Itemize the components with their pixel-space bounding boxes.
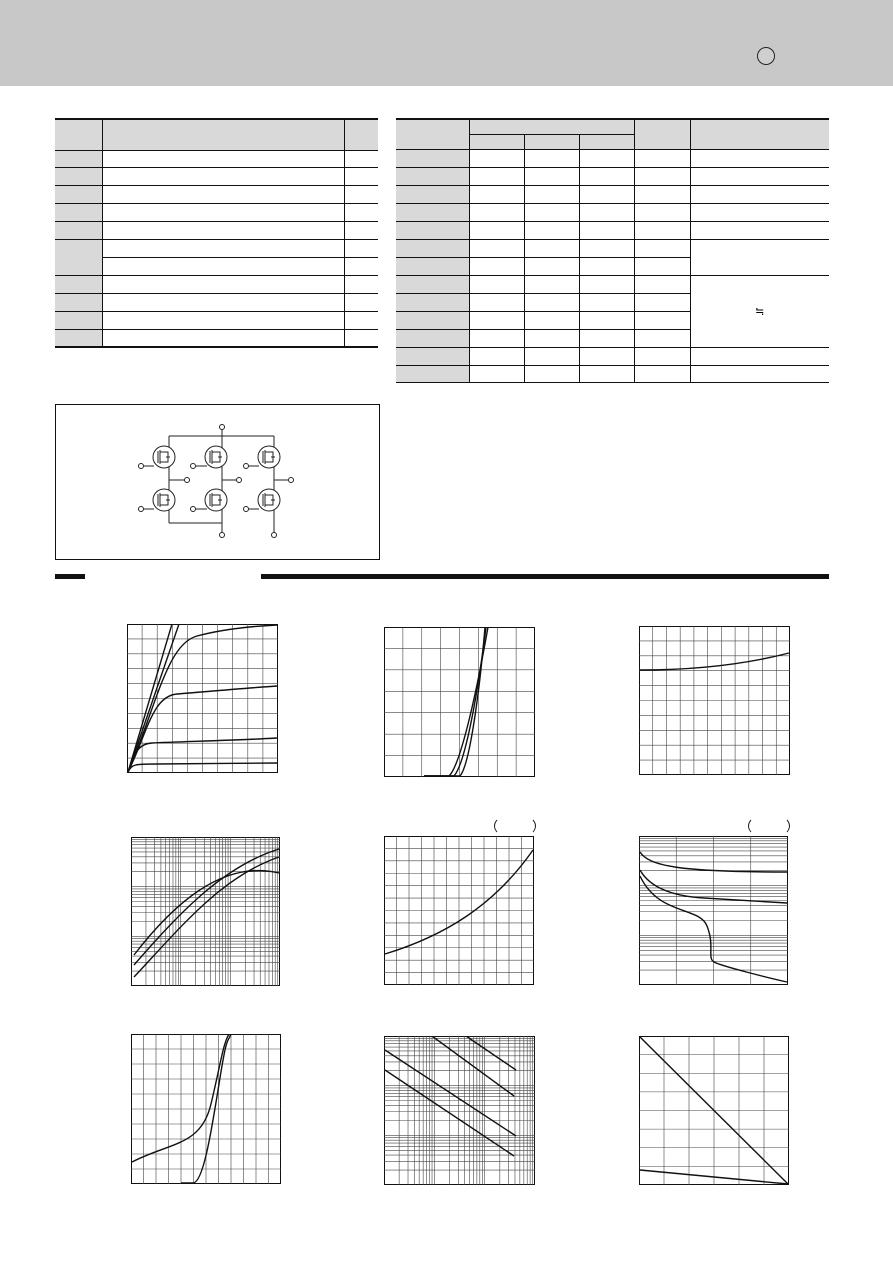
on-resistance-temperature-graph bbox=[384, 836, 534, 985]
ratings-table bbox=[55, 118, 378, 348]
section-bar-left bbox=[55, 574, 85, 579]
threshold-voltage-graph bbox=[639, 626, 790, 775]
safe-operating-area-graph bbox=[384, 1036, 535, 1185]
section-bar-right bbox=[261, 574, 829, 579]
diode-forward-graph bbox=[131, 1034, 281, 1184]
graph-frame bbox=[385, 1037, 535, 1185]
transfer-characteristics-graph bbox=[384, 627, 535, 777]
derating-graph bbox=[639, 1036, 789, 1185]
equivalent-circuit-diagram bbox=[56, 405, 379, 559]
characteristics-table bbox=[396, 118, 829, 383]
output-characteristics-graph bbox=[127, 624, 278, 773]
capacitance-graph bbox=[639, 836, 788, 985]
page-header-band bbox=[0, 0, 893, 86]
equivalent-circuit-box bbox=[55, 404, 380, 560]
graph-frame bbox=[132, 838, 280, 986]
approx-equal-symbol: ≒ bbox=[755, 306, 765, 318]
forward-transfer-admittance-graph bbox=[131, 837, 280, 986]
circle-mark-icon bbox=[757, 47, 775, 65]
paren-mark-2 bbox=[745, 818, 793, 834]
paren-mark-1 bbox=[491, 818, 539, 834]
